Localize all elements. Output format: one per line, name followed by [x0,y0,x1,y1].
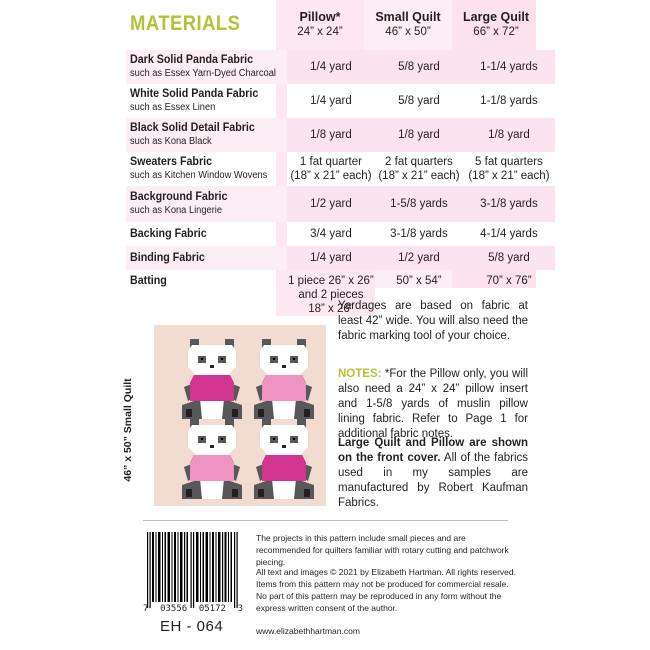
barcode-digits: 7 03556 05172 3 [143,604,243,614]
yardage-note: Yardages are based on fabric at least 42” wide. You will also need the fabric marking tool of your choice. [338,300,528,342]
table-row: Sweaters Fabric such as Kitchen Window Wovens 1 fat quarter (18” x 21” each) 2 fat quarters (18” x 21” each) 5 fat quarters (18” x 21” each) [126,152,555,186]
column-header-pillow: Pillow* 24” x 24” [297,10,343,38]
table-row: Black Solid Detail Fabric such as Kona Black 1/8 yard 1/8 yard 1/8 yard [126,118,555,152]
column-header-small-quilt: Small Quilt 46” x 50” [375,10,441,38]
table-row: Binding Fabric 1/4 yard 1/2 yard 5/8 yard [126,246,555,270]
fine-print-copyright: All text and images © 2021 by Elizabeth Hartman. All rights reserved. Items from this pattern may not be produced for commercial resale. No part of this pattern may be reproduced in any form without the express written consent of the author. [256,567,516,613]
small-quilt-illustration [154,325,326,506]
quilt-size-label: 46” x 50” Small Quilt [122,378,134,482]
table-row: Batting 1 piece 26” x 26” and 2 pieces 18” x 26” 50” x 54” 70” x 76” [126,270,555,316]
website-link[interactable]: www.elizabethhartman.com [256,626,360,636]
cover-note: Large Quilt and Pillow are shown on the front cover. All of the fabrics used in my samples are manufactured by Robert Kaufman Fabrics. [338,437,528,509]
pattern-code: EH - 064 [160,618,224,635]
column-header-large-quilt: Large Quilt 66” x 72” [463,10,529,38]
materials-table [126,50,555,316]
table-row: Dark Solid Panda Fabric such as Essex Yarn-Dyed Charcoal 1/4 yard 5/8 yard 1-1/4 yards [126,50,555,84]
notes-paragraph: NOTES: *For the Pillow only, you will also need a 24” x 24” pillow insert and 1-5/8 yards of muslin pillow lining fabric. Refer to Page 1 for additional fabric notes. [338,368,528,440]
table-row: White Solid Panda Fabric such as Essex Linen 1/4 yard 5/8 yard 1-1/8 yards [126,84,555,118]
page-title: MATERIALS [130,12,241,35]
divider [143,520,508,521]
barcode-icon [143,532,243,608]
fine-print-skill: The projects in this pattern include small pieces and are recommended for quilters familiar with rotary cutting and patchwork piecing. [256,533,509,567]
table-row: Backing Fabric 3/4 yard 3-1/8 yards 4-1/4 yards [126,222,555,246]
table-row: Background Fabric such as Kona Lingerie 1/2 yard 1-5/8 yards 3-1/8 yards [126,186,555,222]
